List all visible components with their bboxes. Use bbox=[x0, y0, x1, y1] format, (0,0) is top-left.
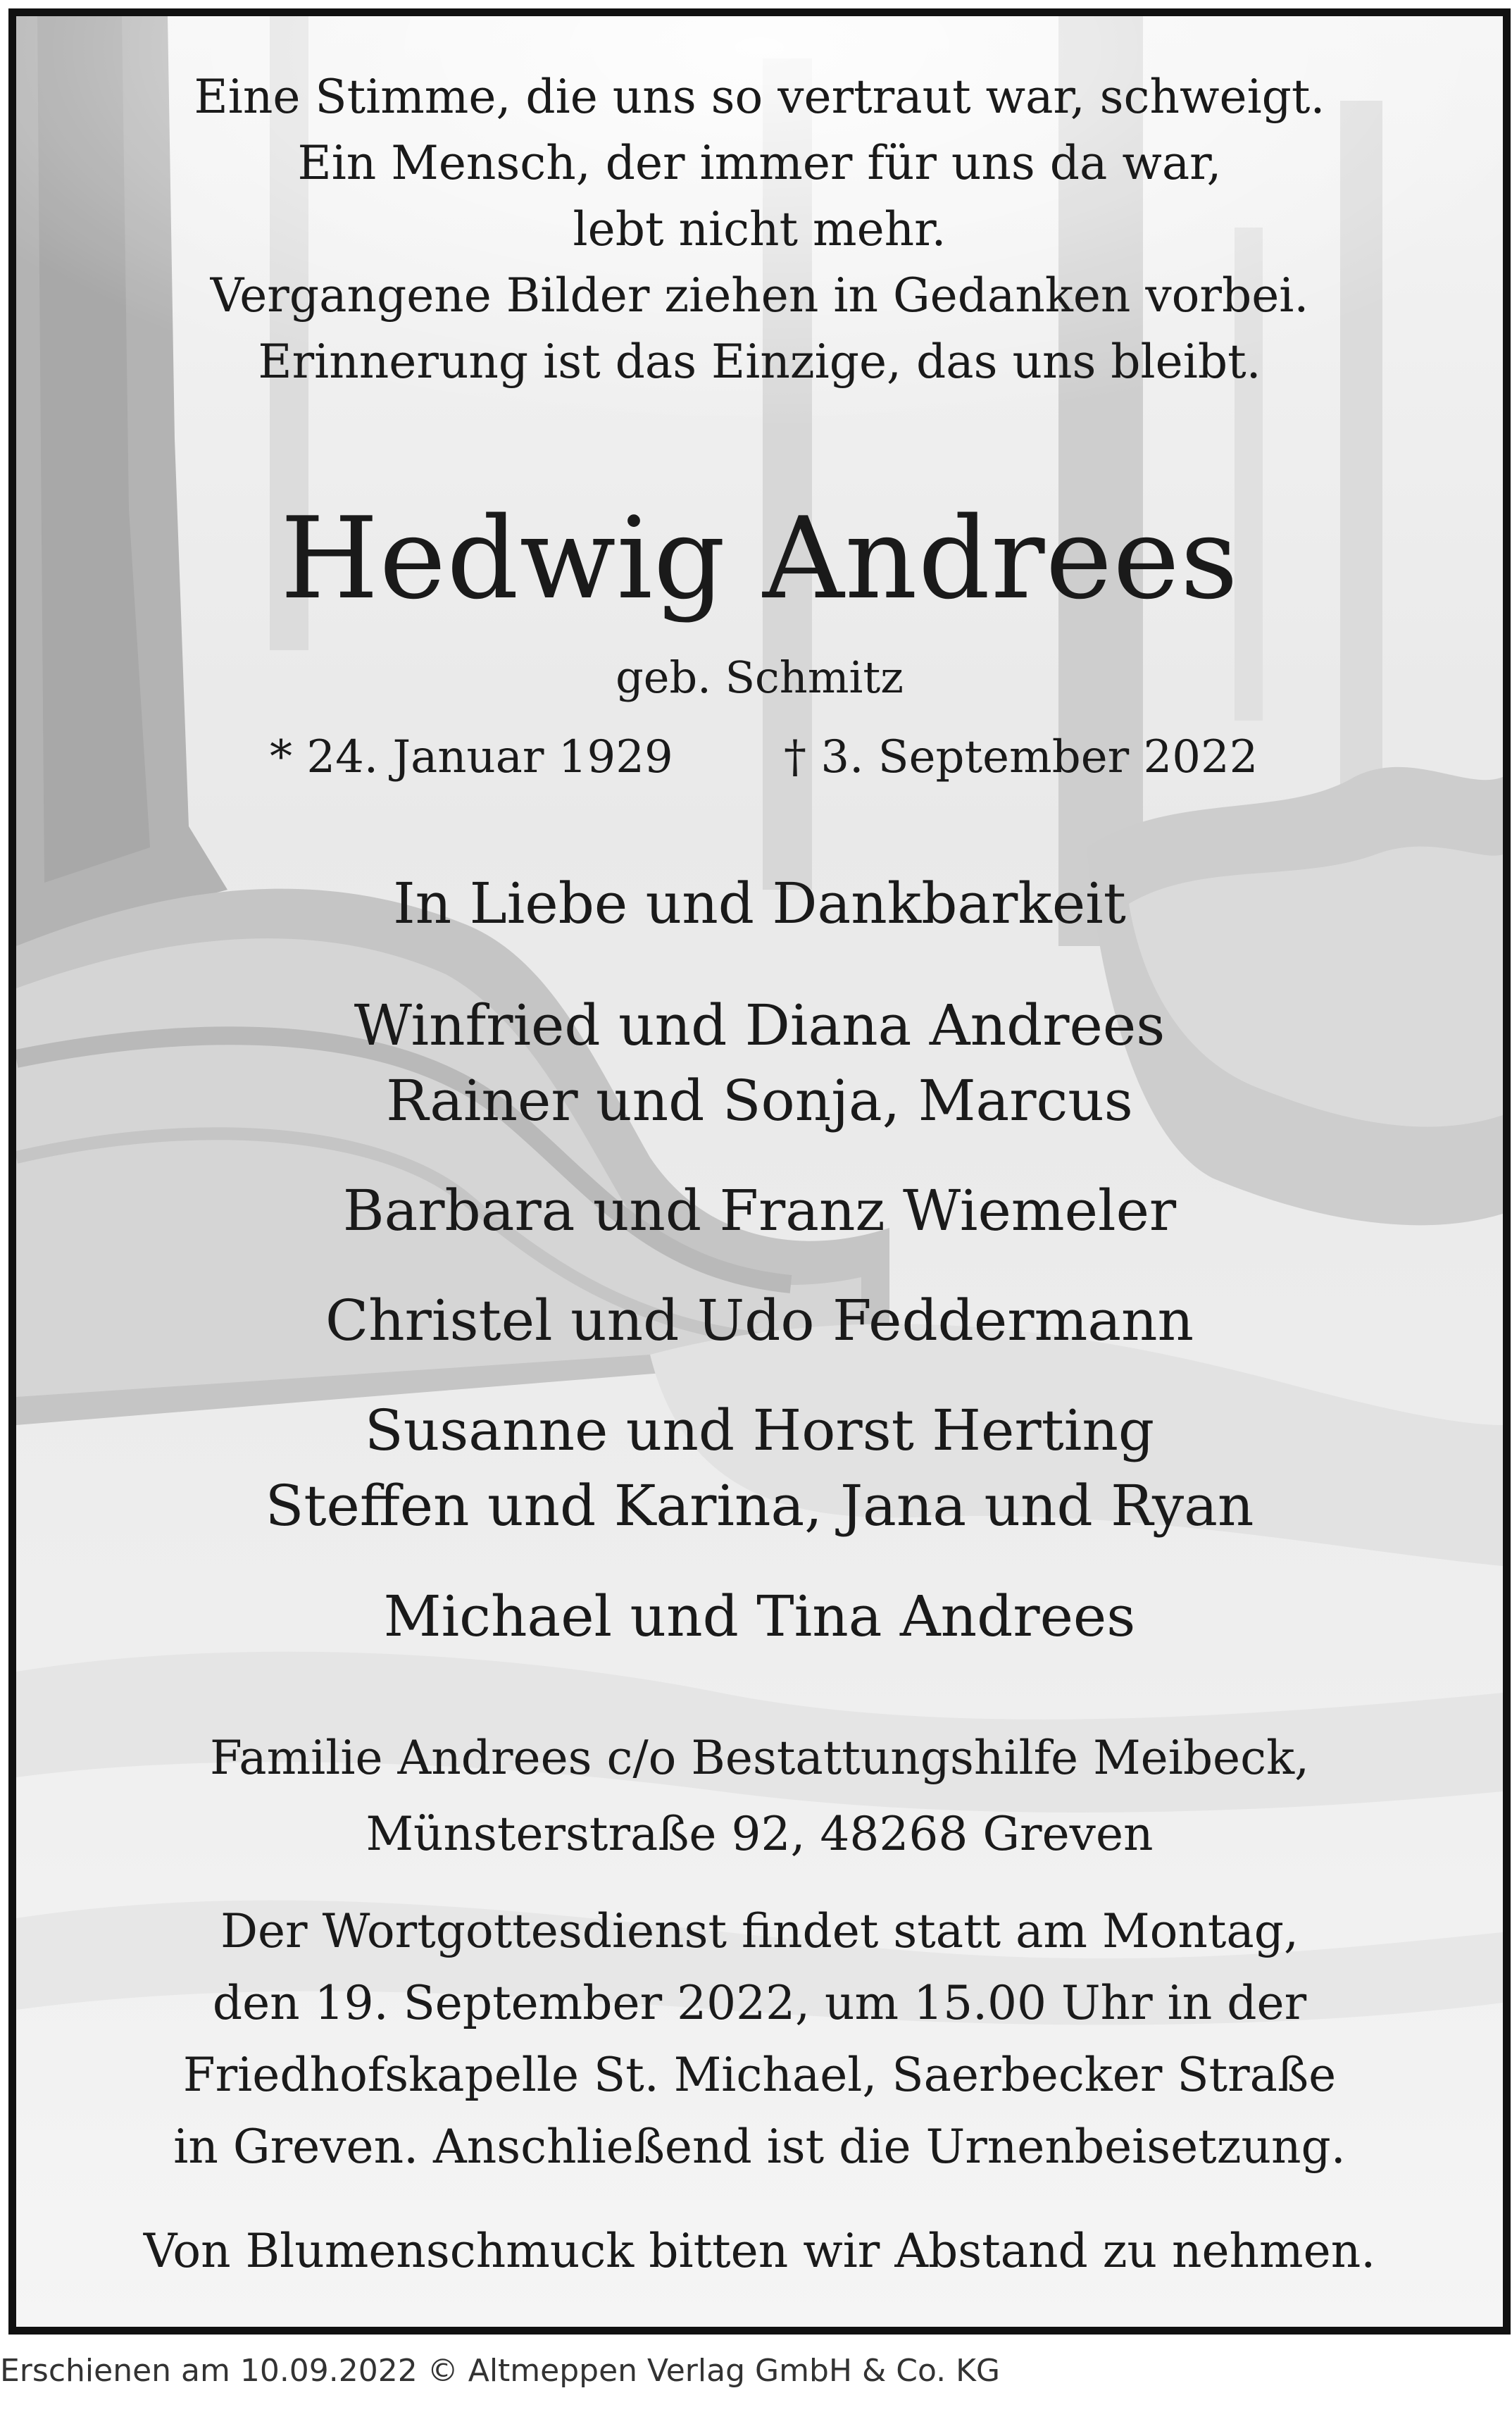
service-line: den 19. September 2022, um 15.00 Uhr in der bbox=[212, 1976, 1307, 2030]
poem-line: Vergangene Bilder ziehen in Gedanken vorbei. bbox=[210, 268, 1309, 323]
life-dates bbox=[16, 731, 1503, 784]
poem-line: Eine Stimme, die uns so vertraut war, schweigt. bbox=[194, 70, 1325, 124]
obituary-frame bbox=[8, 8, 1511, 2335]
poem-line: lebt nicht mehr. bbox=[573, 202, 946, 256]
mourner-line: Christel und Udo Feddermann bbox=[325, 1288, 1194, 1353]
death-date: † 3. September 2022 bbox=[784, 731, 1258, 783]
service-line: in Greven. Anschließend ist die Urnenbeisetzung. bbox=[173, 2120, 1346, 2174]
service-line: Der Wortgottesdienst findet statt am Montag, bbox=[220, 1904, 1299, 1958]
poem-line: Ein Mensch, der immer für uns da war, bbox=[297, 136, 1222, 190]
publication-footer: Erschienen am 10.09.2022 © Altmeppen Verlag GmbH & Co. KG bbox=[0, 2353, 1001, 2389]
service-line: Friedhofskapelle St. Michael, Saerbecker Straße bbox=[182, 2048, 1337, 2102]
dedication: In Liebe und Dankbarkeit bbox=[393, 871, 1126, 936]
deceased-name: Hedwig Andrees bbox=[280, 492, 1239, 624]
birth-name: geb. Schmitz bbox=[616, 652, 904, 703]
mourner-line: Winfried und Diana Andrees bbox=[354, 993, 1166, 1058]
address-line: Münsterstraße 92, 48268 Greven bbox=[365, 1807, 1154, 1861]
address-line: Familie Andrees c/o Bestattungshilfe Meibeck, bbox=[209, 1731, 1310, 1785]
poem-line: Erinnerung ist das Einzige, das uns bleibt. bbox=[258, 335, 1261, 389]
obituary-content bbox=[16, 16, 1503, 2327]
mourner-line: Barbara und Franz Wiemeler bbox=[342, 1178, 1177, 1243]
mourner-line: Rainer und Sonja, Marcus bbox=[386, 1068, 1133, 1133]
flowers-note: Von Blumenschmuck bitten wir Abstand zu nehmen. bbox=[143, 2224, 1376, 2278]
mourner-line: Michael und Tina Andrees bbox=[383, 1584, 1136, 1649]
birth-date: * 24. Januar 1929 bbox=[270, 731, 673, 783]
mourner-line: Susanne und Horst Herting bbox=[364, 1398, 1155, 1463]
mourner-line: Steffen und Karina, Jana und Ryan bbox=[265, 1473, 1254, 1538]
